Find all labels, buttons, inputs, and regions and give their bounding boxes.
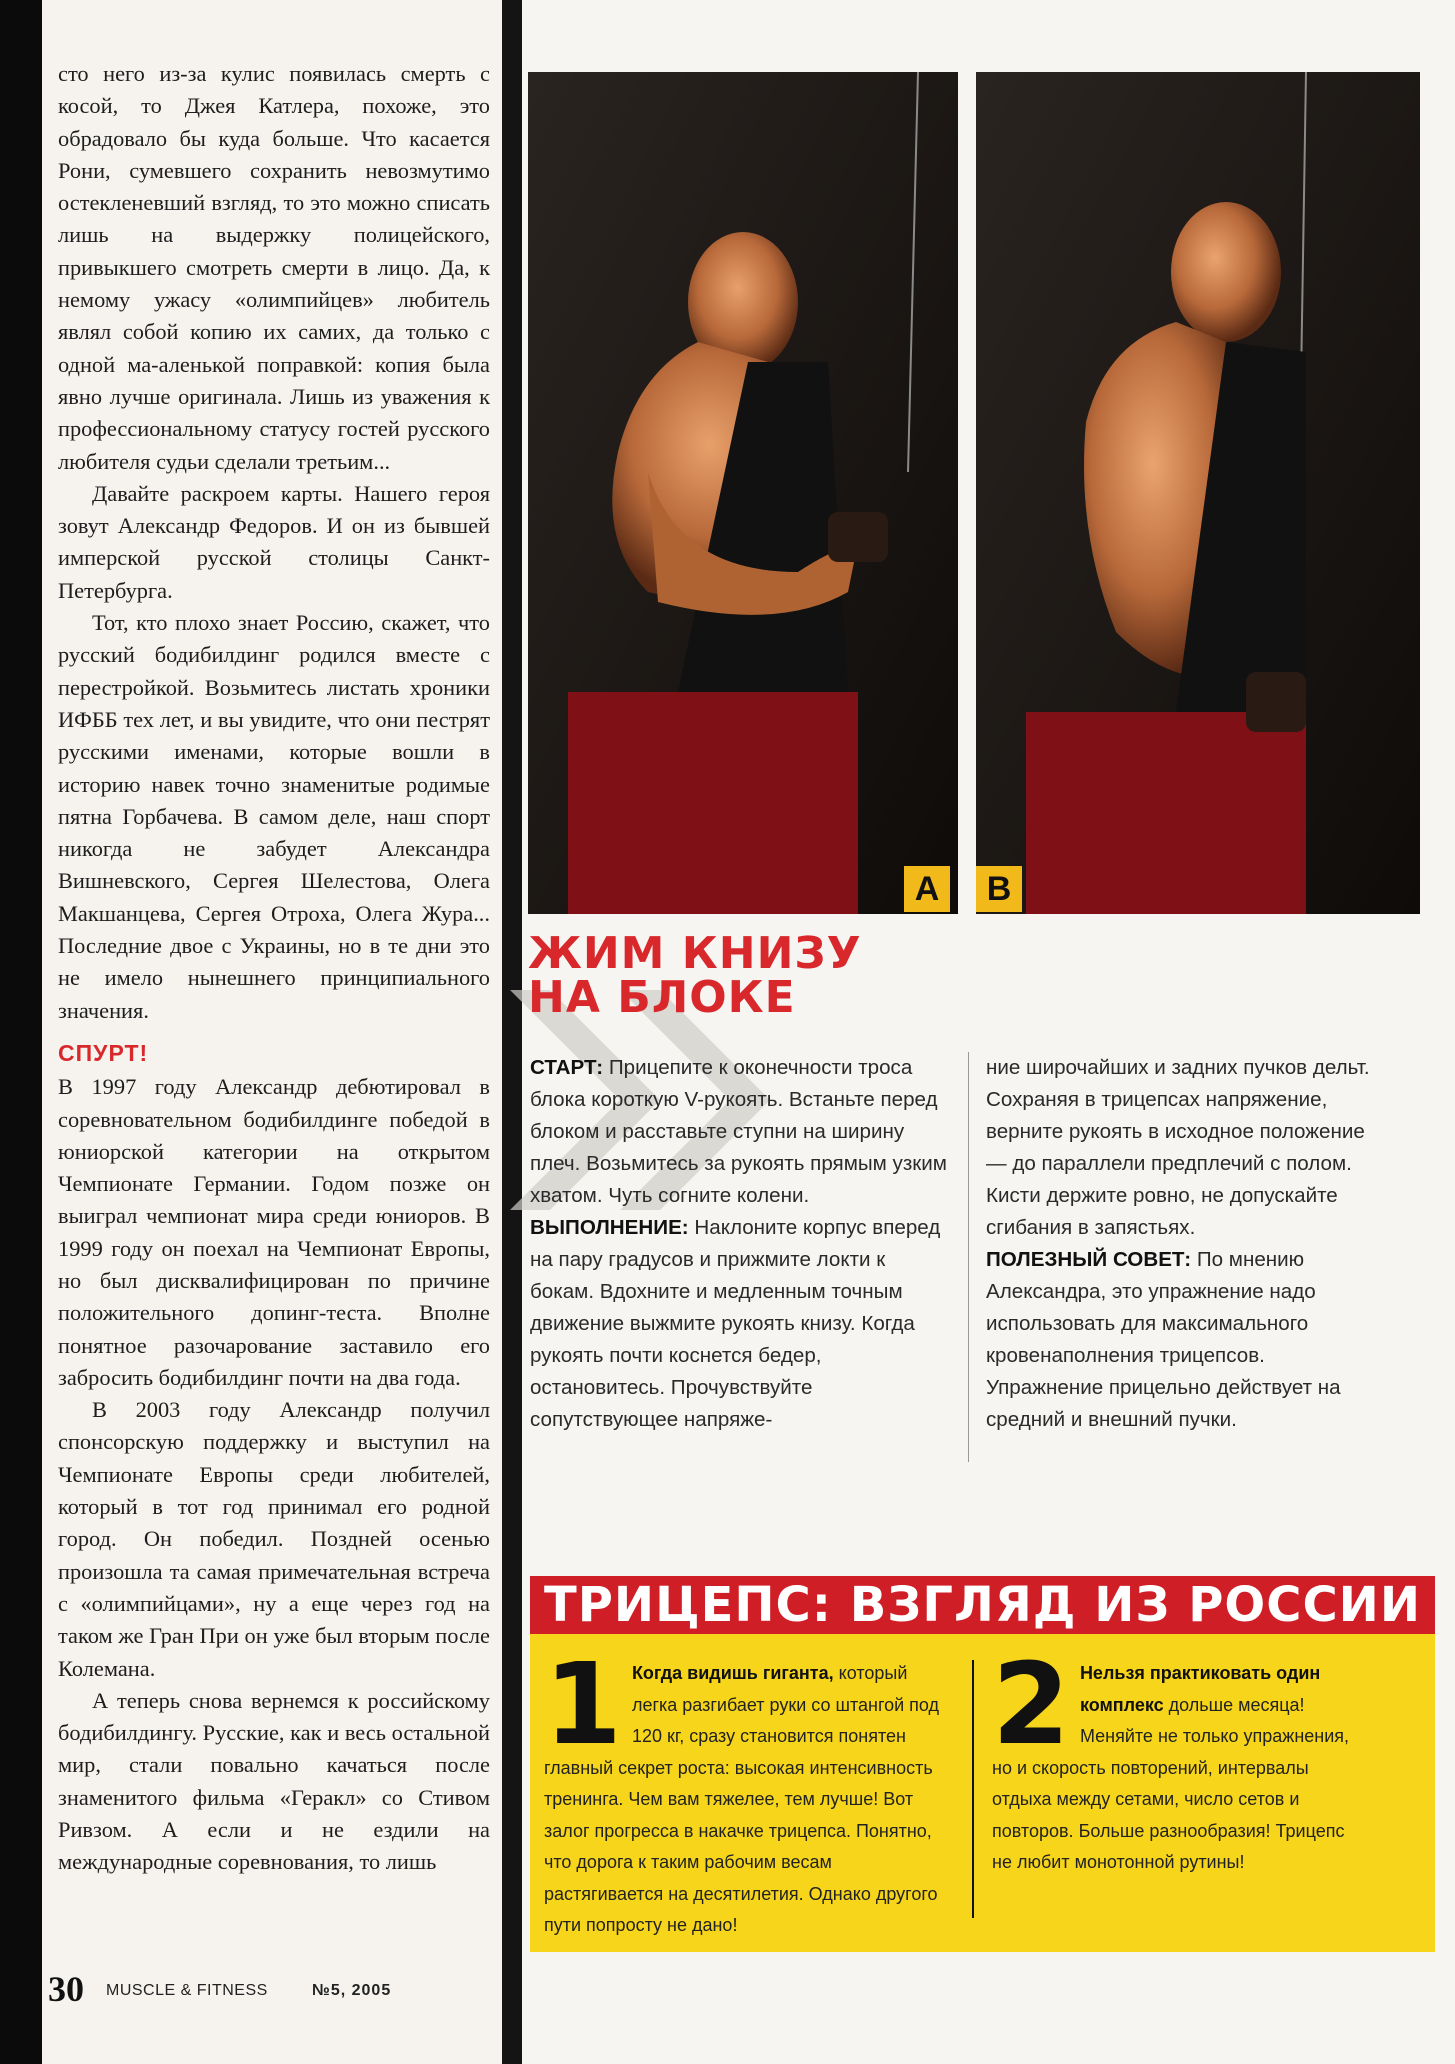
issue-number: №5, 2005	[312, 1982, 392, 1999]
exercise-photo-a	[528, 72, 958, 914]
execution-label: ВЫПОЛНЕНИЕ:	[530, 1216, 689, 1239]
start-text: Прицепите к оконечности троса блока короткую V-рукоять. Встаньте перед блоком и расставьте ступни на ширину плеч. Возьмитесь за рукоять прямым узким хватом. Чуть согните колени.	[530, 1056, 947, 1207]
article-paragraph: А теперь снова вернемся к российскому бодибилдингу. Русские, как и весь остальной мир, стали повально качаться после знаменитого фильма «Геракл» со Стивом Ривзом. А если и не ездили на международные соревнования, то лишь	[58, 1687, 490, 1875]
article-paragraph: сто него из-за кулис появилась смерть с косой, то Джея Катлера, похоже, это обрадовало бы куда больше. Что касается Рони, сумевшего сохранить невозмутимо остекленевший взгляд, то это можно списать лишь на выдержку полицейского, привыкшего смотреть смерти в лицо. Да, к немому ужасу «олимпийцев» любитель являл собой копию их самих, да только с одной ма-аленькой поправкой: копия была явно лучше оригинала. Лишь из уважения к профессиональному статусу гостей русского любителя судьи сделали третьим...	[58, 61, 490, 474]
article-body	[58, 58, 490, 1879]
tip-body: дольше месяца! Меняйте не только упражнения, но и скорость повторений, интервалы отдыха между сетами, число сетов и повторов. Больше разнообразия! Трицепс не любит монотонной рутины!	[992, 1694, 1350, 1872]
tip-lead: Нельзя практиковать один комплекс	[1079, 1663, 1321, 1715]
exercise-instructions-col2	[986, 1052, 1386, 1436]
bodybuilder-photo-a-illustration	[528, 72, 958, 914]
exercise-title-line2: НА БЛОКЕ	[528, 972, 796, 1023]
article-paragraph: В 1997 году Александр дебютировал в соревновательном бодибилдинге победой в юниорской категории на открытом Чемпионате Германии. Годом позже он выиграл чемпионат мира среди юниоров. В 1999 году он поехал на Чемпионат Европы, но был дисквалифицирован по причине положительного допинг-теста. Вполне понятное разочарование заставило его забросить бодибилдинг почти на два года.	[58, 1074, 490, 1390]
sidebar-divider	[972, 1660, 974, 1918]
left-edge-bar	[0, 0, 42, 2064]
start-label: СТАРТ:	[530, 1056, 604, 1079]
exercise-photo-b	[976, 72, 1420, 914]
column-divider	[968, 1052, 969, 1462]
tip-number: 2	[992, 1640, 1070, 1770]
page-number: 30	[48, 1969, 84, 2009]
photo-label-a: A	[904, 866, 950, 912]
exercise-title	[528, 928, 862, 1023]
tip-body: который легка разгибает руки со штангой под 120 кг, сразу становится понятен главный секрет роста: высокая интенсивность тренинга. Чем вам тяжелее, тем лучше! Вот залог прогресса в накачке трицепса. Понятно, что дорога к таким рабочим весам растягивается на десятилетия. Однако другого пути попросту не дано!	[544, 1663, 940, 1935]
execution-text: Наклоните корпус вперед на пару градусов и прижмите локти к бокам. Вдохните и медленным точным движение выжмите рукоять книзу. Когда рукоять почти коснется бедер, остановитесь. Прочувствуйте сопутствующее напряже-	[530, 1216, 941, 1431]
tip-label: ПОЛЕЗНЫЙ СОВЕТ:	[986, 1248, 1192, 1271]
sidebar-tip-2	[992, 1640, 1362, 1879]
magazine-name: MUSCLE & FITNESS	[106, 1982, 268, 1999]
exercise-title-line1: ЖИМ КНИЗУ	[528, 928, 862, 979]
photo-label-b: B	[976, 866, 1022, 912]
exercise-instructions-col1	[530, 1052, 950, 1436]
article-paragraph: Давайте раскроем карты. Нашего героя зовут Александр Федоров. И он из бывшей имперской русской столицы Санкт-Петербурга.	[58, 480, 490, 603]
sidebar-title: ТРИЦЕПС: ВЗГЛЯД ИЗ РОССИИ	[530, 1576, 1435, 1634]
sidebar-tip-1	[544, 1640, 950, 1942]
tip-number: 1	[544, 1640, 622, 1770]
section-heading: СПУРТ!	[58, 1039, 149, 1066]
article-paragraph: Тот, кто плохо знает Россию, скажет, что русский бодибилдинг родился вместе с перестройкой. Возьмитесь листать хроники ИФББ тех лет, и вы увидите, что они пестрят русскими именами, которые вошли в историю навек точно знаменитые родимые пятна Горбачева. В самом деле, наш спорт никогда не забудет Александра Вишневского, Сергея Шелестова, Олега Макшанцева, Сергея Отроха, Олега Жура... Последние двое с Украины, но в те дни это не имело нынешнего принципиального значения.	[58, 610, 490, 1023]
execution-text-continued: ние широчайших и задних пучков дельт. Сохраняя в трицепсах напряжение, верните рукоять в исходное положение — до параллели предплечий с полом. Кисти держите ровно, не допускайте сгибания в запястьях.	[986, 1056, 1370, 1239]
tip-text: По мнению Александра, это упражнение надо использовать для максимального кровенаполнения трицепсов. Упражнение прицельно действует на средний и внешний пучки.	[986, 1248, 1341, 1431]
bodybuilder-photo-b-illustration	[976, 72, 1420, 914]
article-paragraph: В 2003 году Александр получил спонсорскую поддержку и выступил на Чемпионате Европы среди любителей, который в тот год принимал его родной город. Он победил. Поздней осенью произошла та самая примечательная встреча с «олимпийцами», ну а еще через год на таком же Гран При он уже был вторым после Колемана.	[58, 1397, 490, 1681]
tip-lead: Когда видишь гиганта,	[631, 1663, 834, 1683]
